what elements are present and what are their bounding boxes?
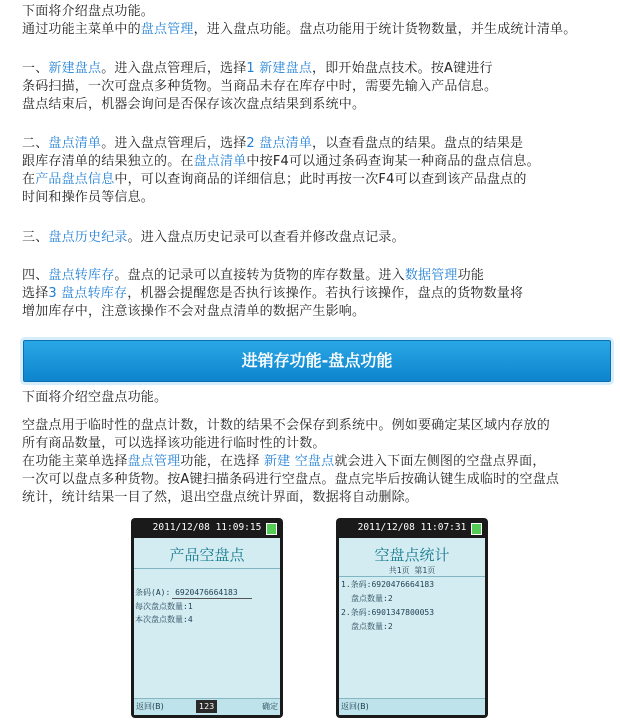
text: 功能，在选择	[180, 454, 264, 469]
section-2-line-1	[22, 135, 523, 153]
section-1-line-2: 条码扫描，一次可盘点多种货物。当商品未存在库存中时，需要先输入产品信息。	[22, 79, 498, 94]
screen-title: 产品空盘点	[169, 546, 245, 564]
text: 在功能主菜单选择	[22, 454, 128, 469]
text: ，即开始盘点技术。按A键进行	[312, 61, 493, 76]
list-item-barcode: 1.条码:6920476664183	[341, 580, 435, 589]
text: 。进入盘点管理后，选择	[101, 136, 247, 151]
divider	[134, 568, 280, 569]
empty-count-line-4	[22, 453, 546, 471]
back-softkey: 返回(B)	[136, 702, 164, 711]
page-indicator: 共1页 第1页	[388, 566, 436, 575]
intro-line-2	[22, 21, 576, 39]
text: 跟库存清单的结果独立的。在	[22, 154, 194, 169]
section-2-line-2	[22, 153, 540, 171]
text: 。进入盘点历史记录可以查看并修改盘点记录。	[127, 230, 405, 245]
section-3-line-1	[22, 229, 405, 247]
back-softkey: 返回(B)	[341, 702, 369, 711]
menu-ref: 产品盘点信息	[35, 172, 115, 187]
section-2-line-3	[22, 171, 527, 189]
empty-count-line-2: 空盘点用于临时性的盘点计数，计数的结果不会保存到系统中。例如要确定某区域内存放的	[22, 418, 551, 433]
last-count-field: 每次盘点数量:1	[135, 602, 193, 611]
text: ，机器会提醒您是否执行该操作。若执行该操作，盘点的货物数量将	[127, 286, 524, 301]
screen-title: 空盘点统计	[374, 546, 450, 564]
screen-footer	[134, 698, 280, 715]
menu-ref: 新建 空盘点	[263, 454, 335, 469]
inventory-management-link: 盘点管理	[140, 22, 194, 37]
section-1-line-3: 盘点结束后，机器会询问是否保存该次盘点结果到系统中。	[22, 97, 366, 112]
menu-ref: 2 盘点清单	[246, 136, 313, 151]
text: ，以查看盘点的结果。盘点的结果是	[312, 136, 524, 151]
empty-count-intro: 下面将介绍空盘点功能。	[22, 390, 168, 405]
intro-line-1: 下面将介绍盘点功能。	[22, 4, 155, 19]
device-status-bar: 2011/12/08 11:09:15	[152, 522, 262, 533]
section-4-line-2	[22, 285, 523, 303]
section-number: 一、	[22, 61, 49, 76]
section-1-line-1	[22, 60, 493, 78]
device-status-bar: 2011/12/08 11:07:31	[357, 522, 467, 533]
menu-ref: 3 盘点转库存	[48, 286, 128, 301]
text: 通过功能主菜单中的	[22, 22, 141, 37]
section-4-line-1	[22, 267, 484, 285]
input-mode-badge: 123	[196, 700, 217, 713]
text: 功能	[457, 268, 485, 283]
list-item-quantity: 盘点数量:2	[351, 622, 393, 631]
menu-ref: 盘点管理	[127, 454, 181, 469]
barcode-field: 条码(A): 6920476664183	[135, 588, 238, 597]
battery-icon	[471, 523, 482, 535]
section-banner: 进销存功能-盘点功能	[23, 340, 611, 382]
empty-count-line-3: 所有商品数量，可以选择该功能进行临时性的计数。	[22, 436, 326, 451]
list-item-barcode: 2.条码:6901347800053	[341, 608, 435, 617]
barcode-underline	[172, 598, 252, 599]
section-name: 盘点清单	[48, 136, 102, 151]
menu-ref: 数据管理	[404, 268, 458, 283]
menu-ref: 1 新建盘点	[246, 61, 313, 76]
empty-count-line-5: 一次可以盘点多种货物。按A键扫描条码进行空盘点。盘点完毕后按确认键生成临时的空盘点	[22, 472, 560, 487]
section-name: 新建盘点	[48, 61, 102, 76]
text: 选择	[22, 286, 49, 301]
section-2-line-4: 时间和操作员等信息。	[22, 190, 155, 205]
section-name: 盘点历史纪录	[48, 230, 128, 245]
device-screen	[339, 538, 485, 715]
screen-footer	[339, 698, 485, 715]
section-4-line-3: 增加库存中，注意该操作不会对盘点清单的数据产生影响。	[22, 304, 366, 319]
empty-count-line-6: 统计，统计结果一目了然，退出空盘点统计界面，数据将自动删除。	[22, 490, 419, 505]
section-number: 二、	[22, 136, 49, 151]
text: 。进入盘点管理后，选择	[101, 61, 247, 76]
device-screen	[134, 538, 280, 715]
menu-ref: 盘点清单	[193, 154, 247, 169]
section-number: 四、	[22, 268, 49, 283]
section-number: 三、	[22, 230, 49, 245]
current-count-field: 本次盘点数量:4	[135, 615, 193, 624]
device-screenshot-empty-count	[131, 518, 283, 718]
text: 中，可以查询商品的详细信息；此时再按一次F4可以查到该产品盘点的	[114, 172, 527, 187]
text: ，进入盘点功能。盘点功能用于统计货物数量，并生成统计清单。	[193, 22, 577, 37]
text: 。盘点的记录可以直接转为货物的库存数量。进入	[114, 268, 405, 283]
divider	[339, 576, 485, 577]
list-item-quantity: 盘点数量:2	[351, 594, 393, 603]
confirm-softkey: 确定	[262, 702, 278, 711]
section-name: 盘点转库存	[48, 268, 115, 283]
battery-icon	[266, 523, 277, 535]
text: 在	[22, 172, 36, 187]
device-screenshot-count-summary	[336, 518, 488, 718]
text: 中按F4可以通过条码查询某一种商品的盘点信息。	[246, 154, 540, 169]
text: 就会进入下面左侧图的空盘点界面，	[334, 454, 546, 469]
